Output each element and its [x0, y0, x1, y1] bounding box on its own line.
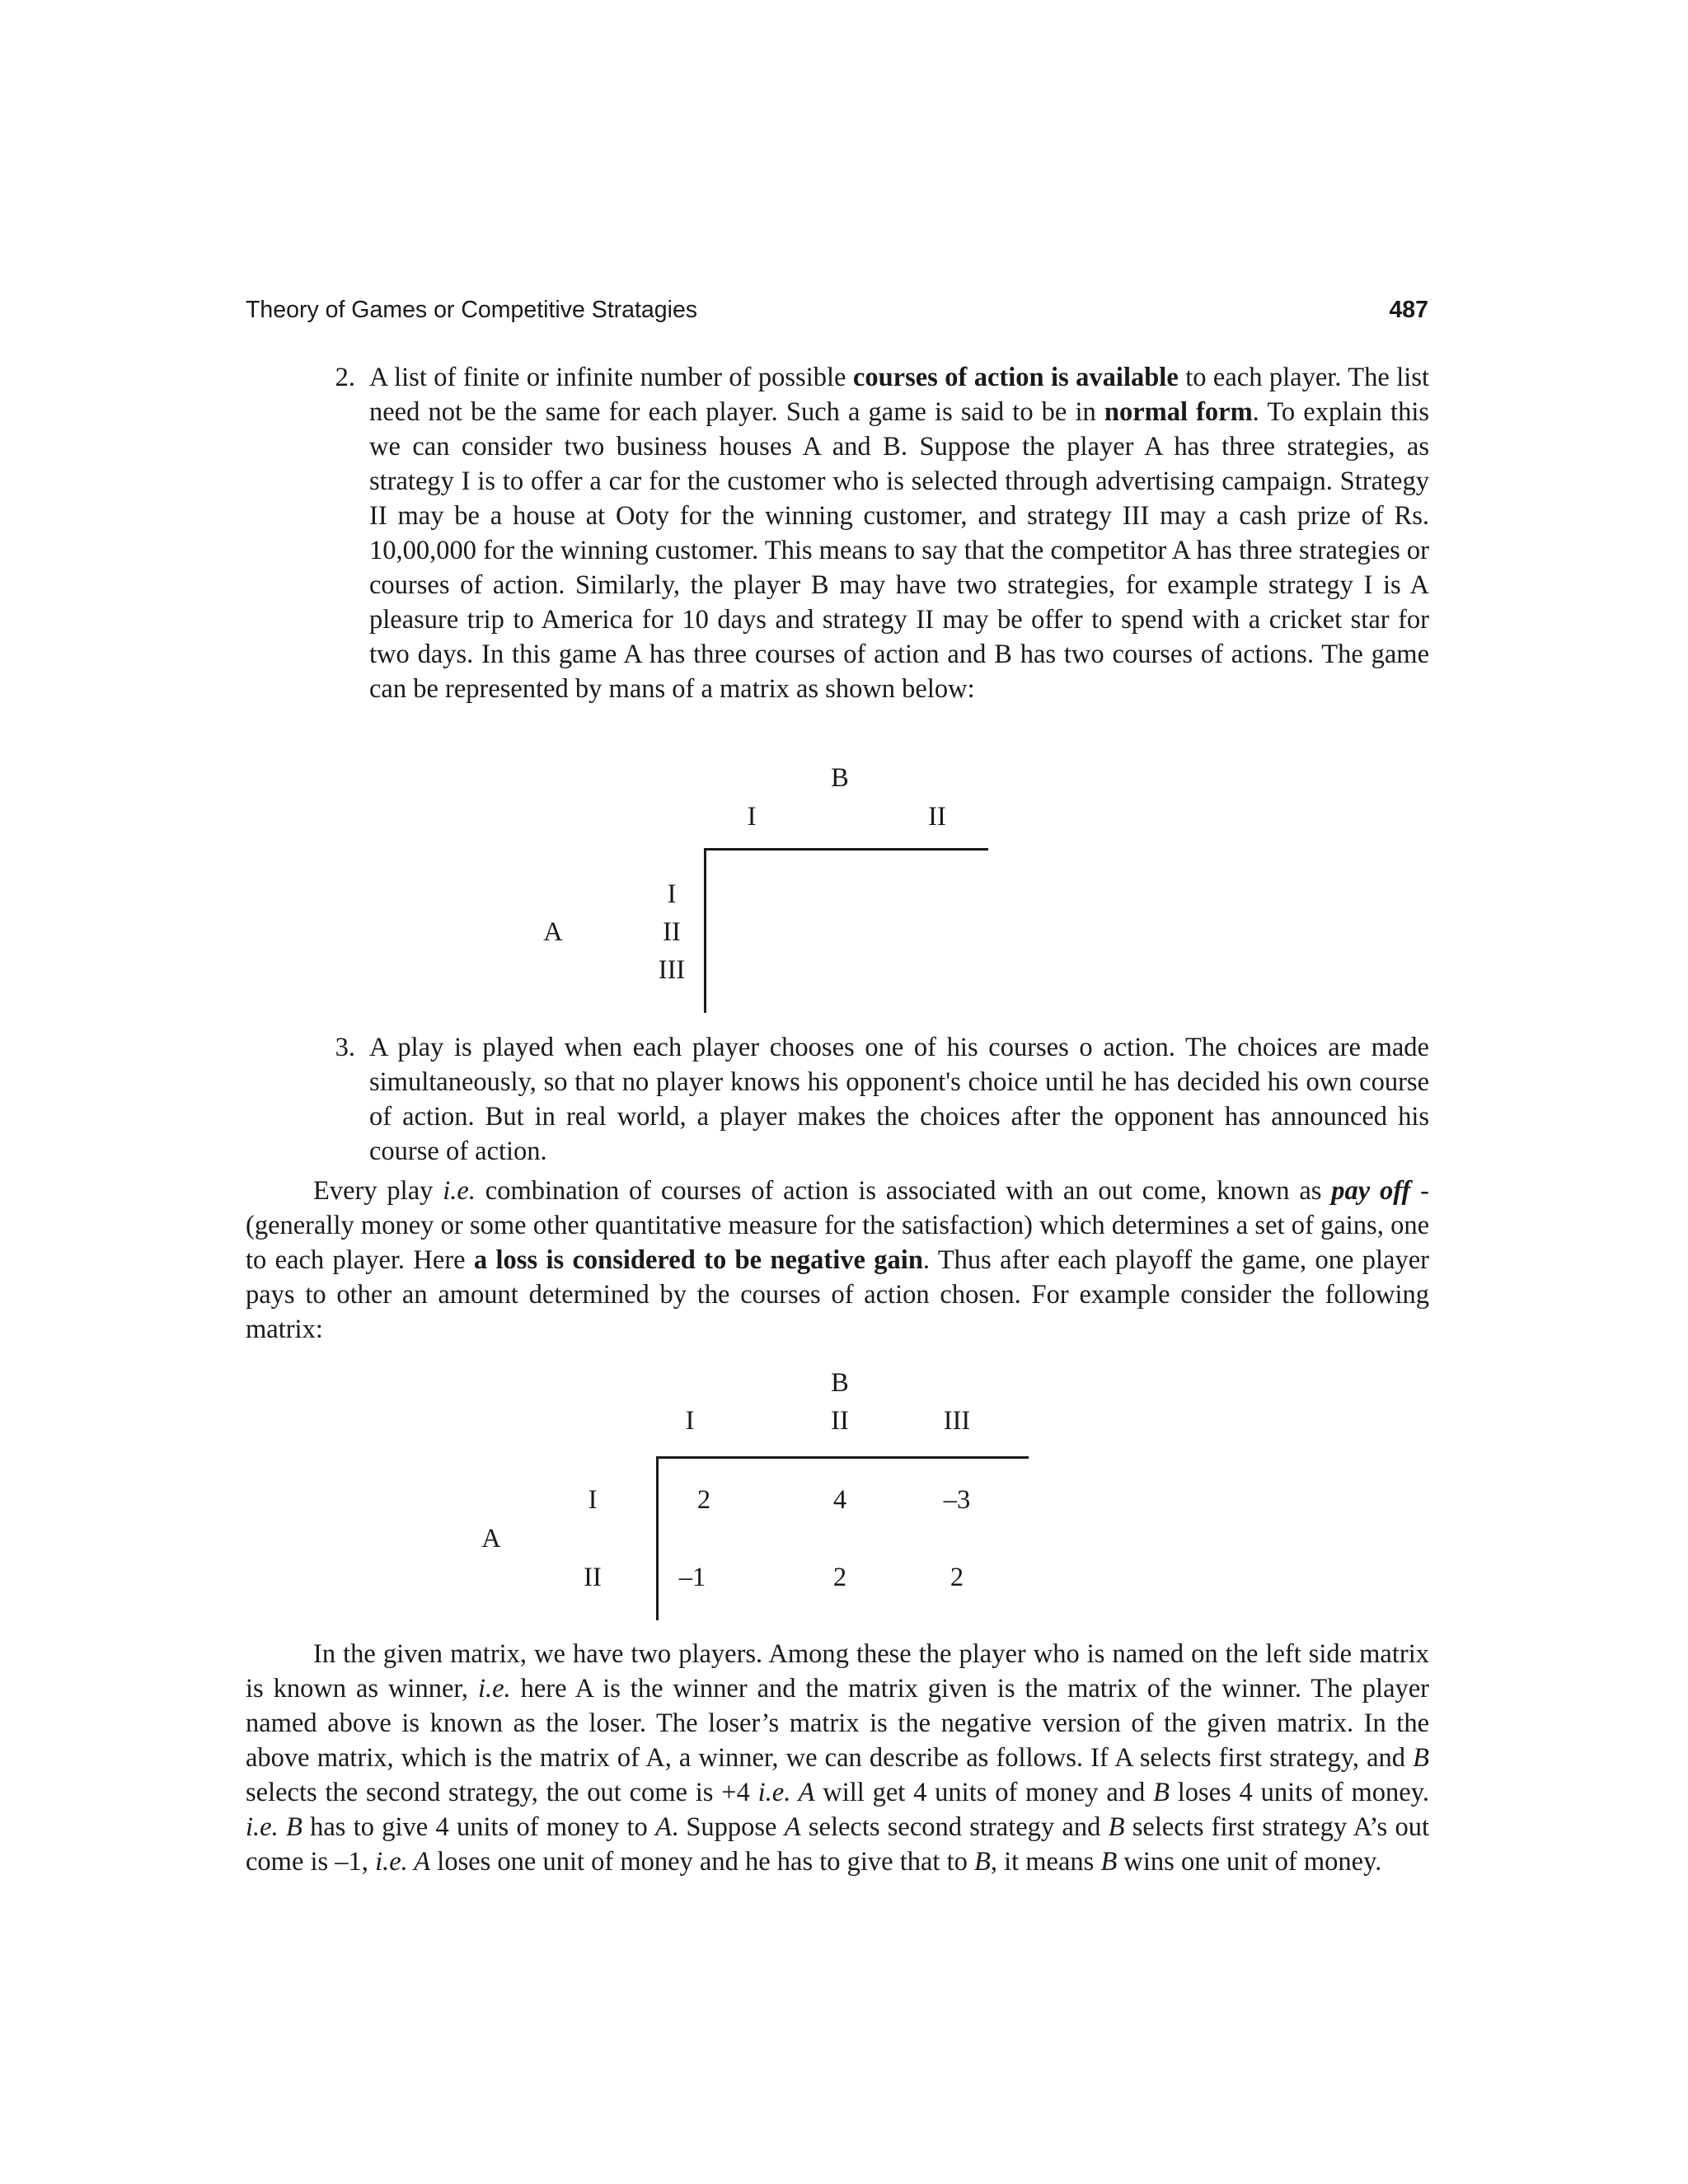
row-header: III — [658, 955, 686, 985]
row-player-label: A — [543, 917, 563, 947]
emphasis-bold: courses of action is available — [852, 363, 1179, 392]
running-header — [246, 297, 1428, 333]
page-number: 487 — [1389, 297, 1428, 323]
matrix-cell: 2 — [950, 1563, 964, 1592]
chapter-title: Theory of Games or Competitive Stratagies — [246, 297, 698, 323]
matrix-cell: 2 — [832, 1563, 847, 1592]
row-header: II — [584, 1563, 602, 1592]
matrix-top-rule — [656, 1456, 1029, 1459]
matrix-left-rule — [704, 848, 706, 1013]
list-item-text: A play is played when each player chooses one of his courses o action. The choices are made simultaneously, so that no player knows his opponent's choice until he has decided his own course of action. But in real world, a player makes the choices after the opponent has announced his course of action. — [369, 1033, 1429, 1166]
list-item-3 — [246, 1030, 1429, 1169]
column-header: I — [685, 1406, 695, 1436]
row-header: I — [667, 879, 677, 909]
matrix-cell: 4 — [832, 1485, 847, 1515]
column-header: II — [928, 802, 946, 832]
paragraph-winner-loser: In the given matrix, we have two players. Among these the player who is named on the left side matrix is known as winner, i.e. here A is the winner and the matrix given is the matrix of the winner. The player named above is known as the loser. The loser’s matrix is the negative version of the given matrix. In the above matrix, which is the matrix of A, a winner, we can describe as follows. If A selects first strategy, and B selects the second strategy, the out come is +4 i.e. A will get 4 units of money and B loses 4 units of money. i.e. B has to give 4 units of money to A. Suppose A selects second strategy and B selects first strategy A’s out come is –1, i.e. A loses one unit of money and he has to give that to B, it means B wins one unit of money. — [246, 1639, 1430, 1877]
emphasis-bold: normal form — [1104, 397, 1253, 427]
column-player-label: B — [831, 763, 849, 793]
emphasis-bold-italic: pay off — [1331, 1176, 1411, 1206]
row-player-label: A — [481, 1524, 501, 1554]
column-header: I — [747, 802, 757, 832]
column-header: II — [831, 1406, 849, 1436]
matrix-cell: 2 — [696, 1485, 711, 1515]
emphasis-italic: i.e. — [443, 1176, 476, 1206]
list-item-2 — [246, 360, 1429, 706]
matrix-top-rule — [704, 848, 988, 851]
column-player-label: B — [831, 1368, 849, 1398]
paragraph-payoff: Every play i.e. combination of courses of action is associated with an out come, known as pay off - (generally money or some other quantitative measure for the satisfaction) which determines a set of gains, one to each player. Here a loss is considered to be negative gain. Thus after each playoff the game, one player pays to other an amount determined by the courses of action chosen. For example consider the following matrix: — [246, 1176, 1429, 1344]
matrix-cell: –3 — [943, 1485, 971, 1515]
matrix-cell: –1 — [678, 1563, 706, 1592]
row-header: I — [588, 1485, 598, 1515]
column-header: III — [943, 1406, 971, 1436]
emphasis-bold: a loss is considered to be negative gain — [473, 1245, 923, 1275]
list-number: 2. — [335, 363, 355, 392]
list-item-text: A list of finite or infinite number of possible courses of action is available to each player. The list need not be the same for each player. Such a game is said to be in normal form. To explain this we can consider two business houses A and B. Suppose the player A has three strategies, as strategy I is to offer a car for the customer who is selected through advertising campaign. Strategy II may be a house at Ooty for the winning customer, and strategy III may a cash prize of Rs. 10,00,000 for the winning customer. This means to say that the competitor A has three strategies or courses of action. Similarly, the player B may have two strategies, for example strategy I is A pleasure trip to America for 10 days and strategy II may be offer to spend with a cricket star for two days. In this game A has three courses of action and B has two courses of actions. The game can be represented by mans of a matrix as shown below: — [369, 363, 1429, 704]
list-number: 3. — [335, 1033, 355, 1062]
row-header: II — [663, 917, 681, 947]
matrix-left-rule — [656, 1456, 659, 1620]
